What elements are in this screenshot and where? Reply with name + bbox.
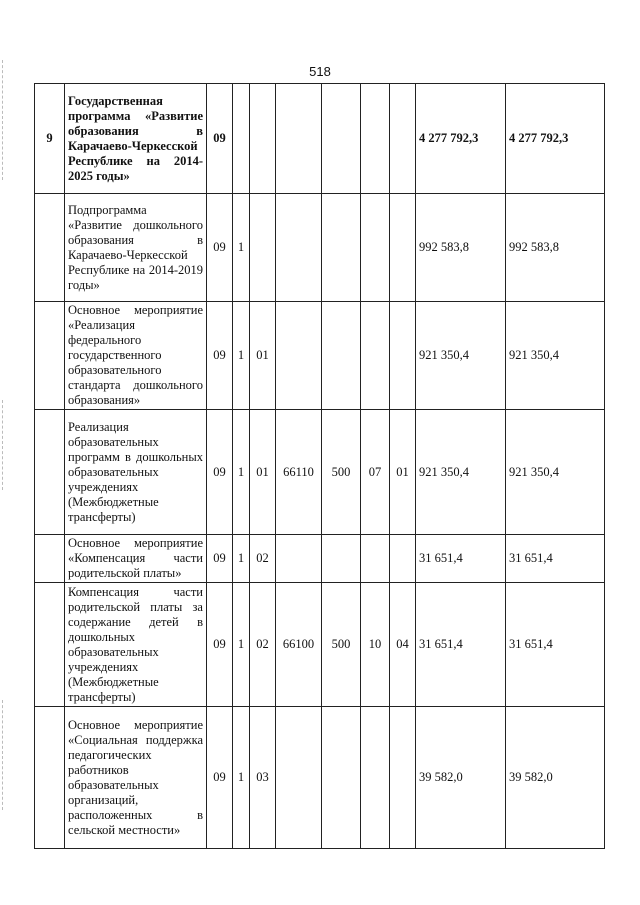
code-pp: 1 bbox=[233, 410, 250, 535]
code-gp: 09 bbox=[207, 194, 233, 302]
code-section bbox=[361, 84, 390, 194]
code-pp bbox=[233, 84, 250, 194]
activity-name: Основное мероприятие «Реализация федерального государственного образовательного стандарта дошкольного образования» bbox=[65, 302, 207, 410]
code-section bbox=[361, 194, 390, 302]
code-pp: 1 bbox=[233, 194, 250, 302]
code-direction bbox=[276, 707, 322, 849]
activity-name: Основное мероприятие «Компенсация части родительской платы» bbox=[65, 535, 207, 583]
activity-name: Реализация образовательных программ в дошкольных образовательных учреждениях (Межбюджетные трансферты) bbox=[65, 410, 207, 535]
code-pp: 1 bbox=[233, 583, 250, 707]
sum-year-2: 39 582,0 bbox=[506, 707, 605, 849]
code-direction bbox=[276, 194, 322, 302]
code-om: 02 bbox=[250, 535, 276, 583]
row-number bbox=[35, 707, 65, 849]
sum-year-1: 921 350,4 bbox=[416, 302, 506, 410]
code-om bbox=[250, 84, 276, 194]
code-gp: 09 bbox=[207, 583, 233, 707]
table-row bbox=[35, 194, 605, 302]
row-number bbox=[35, 194, 65, 302]
code-section: 07 bbox=[361, 410, 390, 535]
code-subsection bbox=[390, 535, 416, 583]
scan-margin-mark bbox=[2, 700, 4, 810]
code-direction bbox=[276, 84, 322, 194]
code-pp: 1 bbox=[233, 302, 250, 410]
sum-year-1: 31 651,4 bbox=[416, 583, 506, 707]
code-om: 01 bbox=[250, 302, 276, 410]
code-section: 10 bbox=[361, 583, 390, 707]
code-om: 01 bbox=[250, 410, 276, 535]
page-number: 518 bbox=[309, 64, 331, 79]
code-direction: 66110 bbox=[276, 410, 322, 535]
code-subsection bbox=[390, 707, 416, 849]
budget-table bbox=[34, 83, 605, 849]
code-subsection bbox=[390, 194, 416, 302]
sum-year-2: 921 350,4 bbox=[506, 302, 605, 410]
row-number bbox=[35, 535, 65, 583]
program-name: Государственная программа «Развитие образования в Карачаево-Черкесской Республике на 2014-2025 годы» bbox=[65, 84, 207, 194]
sum-year-2: 4 277 792,3 bbox=[506, 84, 605, 194]
sum-year-1: 4 277 792,3 bbox=[416, 84, 506, 194]
row-number bbox=[35, 583, 65, 707]
code-expense-type bbox=[322, 302, 361, 410]
table-row bbox=[35, 84, 605, 194]
sum-year-1: 921 350,4 bbox=[416, 410, 506, 535]
activity-name: Основное мероприятие «Социальная поддержка педагогических работников образовательных организаций, расположенных в сельской местности» bbox=[65, 707, 207, 849]
table-row bbox=[35, 410, 605, 535]
code-expense-type bbox=[322, 194, 361, 302]
code-om: 02 bbox=[250, 583, 276, 707]
scan-margin-mark bbox=[2, 400, 4, 490]
code-section bbox=[361, 302, 390, 410]
code-subsection: 04 bbox=[390, 583, 416, 707]
code-gp: 09 bbox=[207, 707, 233, 849]
code-subsection bbox=[390, 84, 416, 194]
table-row bbox=[35, 707, 605, 849]
sum-year-2: 921 350,4 bbox=[506, 410, 605, 535]
code-gp: 09 bbox=[207, 410, 233, 535]
sum-year-1: 31 651,4 bbox=[416, 535, 506, 583]
code-direction bbox=[276, 535, 322, 583]
code-pp: 1 bbox=[233, 707, 250, 849]
code-expense-type bbox=[322, 707, 361, 849]
scan-margin-mark bbox=[2, 60, 4, 180]
code-pp: 1 bbox=[233, 535, 250, 583]
row-number: 9 bbox=[35, 84, 65, 194]
activity-name: Компенсация части родительской платы за содержание детей в дошкольных образовательных учреждениях (Межбюджетные трансферты) bbox=[65, 583, 207, 707]
code-direction bbox=[276, 302, 322, 410]
table-row bbox=[35, 302, 605, 410]
table-row bbox=[35, 535, 605, 583]
sum-year-2: 992 583,8 bbox=[506, 194, 605, 302]
code-section bbox=[361, 535, 390, 583]
code-gp: 09 bbox=[207, 302, 233, 410]
code-expense-type bbox=[322, 84, 361, 194]
code-om: 03 bbox=[250, 707, 276, 849]
code-expense-type: 500 bbox=[322, 583, 361, 707]
table-row bbox=[35, 583, 605, 707]
row-number bbox=[35, 302, 65, 410]
sum-year-1: 992 583,8 bbox=[416, 194, 506, 302]
code-gp: 09 bbox=[207, 535, 233, 583]
code-section bbox=[361, 707, 390, 849]
sum-year-2: 31 651,4 bbox=[506, 535, 605, 583]
sum-year-1: 39 582,0 bbox=[416, 707, 506, 849]
subprogram-name: Подпрограмма «Развитие дошкольного образования в Карачаево-Черкесской Республике на 2014-2019 годы» bbox=[65, 194, 207, 302]
code-om bbox=[250, 194, 276, 302]
code-expense-type: 500 bbox=[322, 410, 361, 535]
sum-year-2: 31 651,4 bbox=[506, 583, 605, 707]
code-subsection bbox=[390, 302, 416, 410]
code-gp: 09 bbox=[207, 84, 233, 194]
code-direction: 66100 bbox=[276, 583, 322, 707]
code-subsection: 01 bbox=[390, 410, 416, 535]
code-expense-type bbox=[322, 535, 361, 583]
row-number bbox=[35, 410, 65, 535]
